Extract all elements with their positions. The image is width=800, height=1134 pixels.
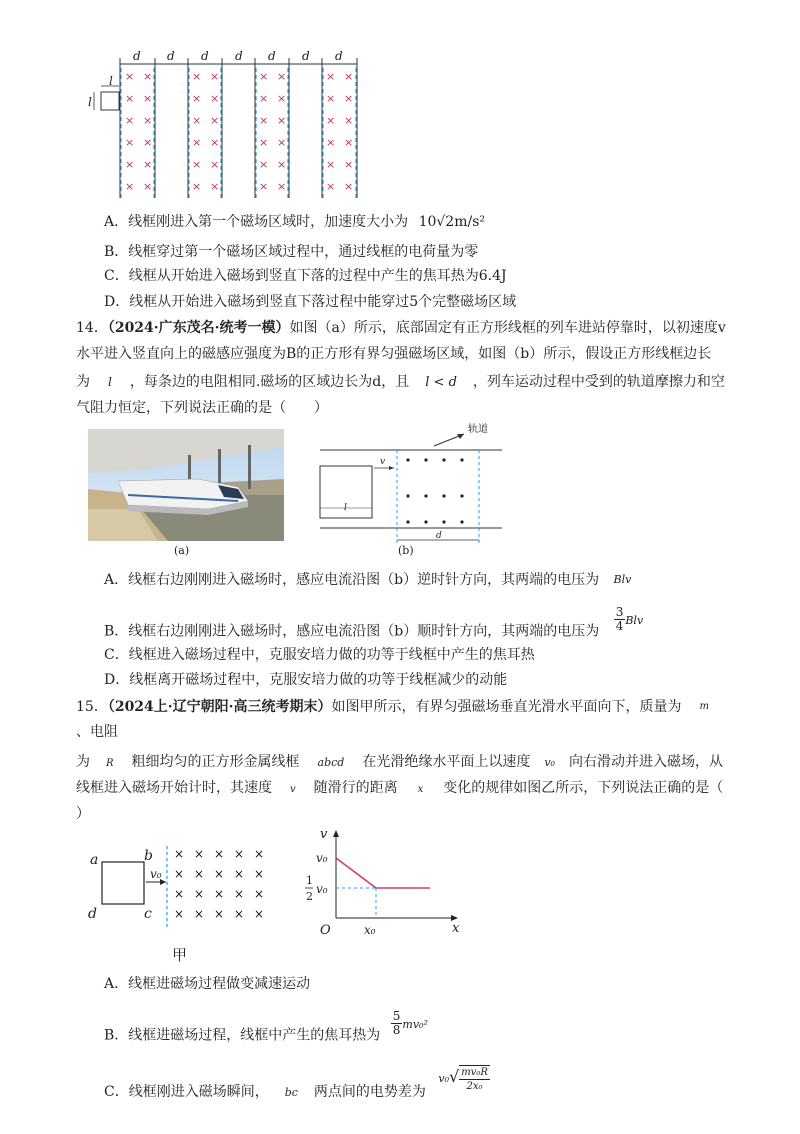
q15-stem-line4 xyxy=(76,804,90,824)
field-out-of-page-dot xyxy=(442,494,445,497)
field-into-page-cross: × xyxy=(254,907,265,921)
field-into-page-cross: × xyxy=(259,114,269,127)
field-out-of-page-dot xyxy=(424,494,427,497)
q15-stem-line2 xyxy=(76,752,723,774)
axis-x-label: x xyxy=(452,921,460,936)
stem-text: ） xyxy=(76,806,90,822)
corner-a: a xyxy=(90,852,99,868)
question-source: （2024·广东茂名·统考一模） xyxy=(107,320,290,336)
field-into-page-cross: × xyxy=(326,136,336,149)
stem-text: 变化的规律如图乙所示，下列说法正确的是（ xyxy=(443,780,724,796)
field-into-page-cross: × xyxy=(344,114,354,127)
q14-option-a[interactable] xyxy=(104,570,631,590)
field-into-page-cross: × xyxy=(174,847,185,861)
corner-d: d xyxy=(88,906,97,922)
field-into-page-cross: × xyxy=(344,158,354,171)
field-out-of-page-dot xyxy=(442,458,445,461)
q14-option-d[interactable] xyxy=(104,670,507,690)
voltage-expression: Blv xyxy=(625,613,644,627)
option-text: C．线框刚进入磁场瞬间， xyxy=(104,1084,269,1100)
field-into-page-cross: × xyxy=(259,180,269,193)
half-num: 1 xyxy=(306,874,313,887)
field-into-page-cross: × xyxy=(344,92,354,105)
fraction-three-quarters: $\frac{3}{4}$ xyxy=(615,605,624,633)
field-into-page-cross: × xyxy=(277,136,287,149)
stem-text: 随滑行的距离 xyxy=(313,780,398,796)
q14-option-b[interactable] xyxy=(104,605,644,645)
stem-text: 水平进入竖直向上的磁感应强度为B的正方形有界匀强磁场区域，如图（b）所示，假设正方形线框边长 xyxy=(76,346,712,362)
d-label: d xyxy=(167,49,175,63)
v-symbol: v xyxy=(290,784,296,795)
stem-text: 在光滑绝缘水平面上以速度 xyxy=(362,754,531,770)
field-into-page-cross: × xyxy=(326,92,336,105)
field-into-page-cross: × xyxy=(254,847,265,861)
field-into-page-cross: × xyxy=(194,907,205,921)
field-into-page-cross: × xyxy=(344,136,354,149)
question-number: 15． xyxy=(76,699,108,715)
corner-b: b xyxy=(144,848,153,864)
stem-text: 、电阻 xyxy=(76,724,118,740)
option-text: C．线框进入磁场过程中，克服安培力做的功等于线框中产生的焦耳热 xyxy=(104,647,535,663)
field-into-page-cross: × xyxy=(234,887,245,901)
heat-expression: mv₀² xyxy=(402,1017,428,1031)
train-station-photo xyxy=(88,429,284,541)
q13-option-a[interactable] xyxy=(104,212,485,232)
figure-a-caption: (a) xyxy=(174,544,190,557)
stem-text: 如图甲所示，有界匀强磁场垂直光滑水平面向下，质量为 xyxy=(331,699,682,715)
field-into-page-cross: × xyxy=(192,180,202,193)
abcd-symbol: abcd xyxy=(317,756,345,769)
field-into-page-cross: × xyxy=(174,907,185,921)
q14-figure-b xyxy=(316,420,506,560)
field-into-page-cross: × xyxy=(192,114,202,127)
field-out-of-page-dot xyxy=(460,494,463,497)
option-text: C．线框从开始进入磁场到竖直下落的过程中产生的焦耳热为6.4J xyxy=(104,268,507,284)
velocity-decrease-segment xyxy=(336,858,376,888)
q15-stem-line1b xyxy=(76,722,118,742)
option-text: A．线框刚进入第一个磁场区域时，加速度大小为 xyxy=(104,214,409,230)
field-into-page-cross: × xyxy=(125,92,135,105)
field-out-of-page-dot xyxy=(442,520,445,523)
d-label: d xyxy=(436,531,442,541)
stem-text: 为 xyxy=(76,754,90,770)
d-label: d xyxy=(268,49,276,63)
field-into-page-cross: × xyxy=(259,136,269,149)
q15-option-a[interactable] xyxy=(104,974,310,994)
mass-symbol: m xyxy=(699,701,710,712)
field-into-page-cross: × xyxy=(259,92,269,105)
field-out-of-page-dot xyxy=(406,494,409,497)
track-label: 轨道 xyxy=(468,424,488,435)
v0-symbol: v₀ xyxy=(544,756,555,769)
field-into-page-cross: × xyxy=(125,180,135,193)
figure-jia-caption: 甲 xyxy=(172,946,188,964)
stem-text: 向右滑动并进入磁场，从 xyxy=(568,754,723,770)
l-label: l xyxy=(109,74,113,88)
q13-option-d[interactable] xyxy=(104,292,516,312)
field-into-page-cross: × xyxy=(194,867,205,881)
option-text: D．线框从开始进入磁场到竖直下落过程中能穿过5个完整磁场区域 xyxy=(104,294,517,310)
d-label: d xyxy=(133,49,141,63)
field-into-page-cross: × xyxy=(194,847,205,861)
field-into-page-cross: × xyxy=(277,92,287,105)
field-out-of-page-dot xyxy=(460,458,463,461)
acceleration-value: 10√2m/s² xyxy=(418,214,485,230)
field-into-page-cross: × xyxy=(326,158,336,171)
option-text: A．线框右边刚刚进入磁场时，感应电流沿图（b）逆时针方向，其两端的电压为 xyxy=(104,572,600,588)
x-symbol: x xyxy=(417,784,424,795)
field-into-page-cross: × xyxy=(125,158,135,171)
field-into-page-cross: × xyxy=(277,70,287,83)
field-into-page-cross: × xyxy=(234,847,245,861)
field-into-page-cross: × xyxy=(143,114,153,127)
field-into-page-cross: × xyxy=(234,907,245,921)
potential-difference-expression: v₀√ mv₀R 2x₀ xyxy=(438,1067,488,1092)
figure-b-caption: (b) xyxy=(398,544,414,557)
field-into-page-cross: × xyxy=(174,887,185,901)
l-less-d-symbol: l < d xyxy=(425,375,457,390)
field-into-page-cross: × xyxy=(214,867,225,881)
field-out-of-page-dot xyxy=(406,520,409,523)
v0-label: v₀ xyxy=(150,867,162,881)
field-out-of-page-dot xyxy=(460,520,463,523)
d-label: d xyxy=(335,49,343,63)
q13-option-b[interactable] xyxy=(104,242,478,262)
half-v0: v₀ xyxy=(316,882,328,896)
field-into-page-cross: × xyxy=(277,114,287,127)
field-into-page-cross: × xyxy=(344,70,354,83)
field-into-page-cross: × xyxy=(326,114,336,127)
field-into-page-cross: × xyxy=(125,136,135,149)
option-text: B．线框进磁场过程，线框中产生的焦耳热为 xyxy=(104,1027,381,1044)
l-label: l xyxy=(88,95,92,109)
q15-figure-yi-velocity-graph xyxy=(300,826,470,971)
field-into-page-cross: × xyxy=(210,158,220,171)
q14-option-c[interactable] xyxy=(104,645,535,665)
option-text: B．线框右边刚刚进入磁场时，感应电流沿图（b）顺时针方向，其两端的电压为 xyxy=(104,623,600,640)
field-into-page-cross: × xyxy=(143,158,153,171)
field-into-page-cross: × xyxy=(210,70,220,83)
field-into-page-cross: × xyxy=(125,70,135,83)
axis-v-label: v xyxy=(320,827,328,842)
stem-text: 为 xyxy=(76,374,90,390)
tick-v0: v₀ xyxy=(316,851,328,865)
origin-label: O xyxy=(320,923,331,938)
q13-magnetic-field-strips-figure xyxy=(85,48,375,208)
stem-text: 线框进入磁场开始计时，其速度 xyxy=(76,780,272,796)
field-into-page-cross: × xyxy=(143,136,153,149)
q14-stem-line1 xyxy=(76,318,726,338)
field-out-of-page-dot xyxy=(424,458,427,461)
field-into-page-cross: × xyxy=(277,158,287,171)
question-number: 14． xyxy=(76,320,108,336)
field-into-page-cross: × xyxy=(254,867,265,881)
option-text: 两点间的电势差为 xyxy=(313,1084,426,1100)
q14-stem-line4 xyxy=(76,398,328,418)
bc-symbol: bc xyxy=(284,1086,298,1099)
option-text: A．线框进磁场过程做变减速运动 xyxy=(104,976,311,992)
field-into-page-cross: × xyxy=(194,887,205,901)
field-into-page-cross: × xyxy=(192,158,202,171)
resistance-symbol: R xyxy=(106,758,114,769)
d-label: d xyxy=(302,49,310,63)
field-into-page-cross: × xyxy=(143,180,153,193)
field-into-page-cross: × xyxy=(210,114,220,127)
corner-c: c xyxy=(144,906,152,922)
field-into-page-cross: × xyxy=(210,136,220,149)
field-into-page-cross: × xyxy=(143,92,153,105)
field-into-page-cross: × xyxy=(192,92,202,105)
stem-text: 粗细均匀的正方形金属线框 xyxy=(131,754,300,770)
half-den: 2 xyxy=(306,890,313,903)
q15-option-c[interactable] xyxy=(104,1067,490,1107)
q15-stem-line3 xyxy=(76,778,723,800)
field-into-page-cross: × xyxy=(344,180,354,193)
d-label: d xyxy=(235,49,243,63)
q14-stem-line3 xyxy=(76,372,725,393)
field-into-page-cross: × xyxy=(210,92,220,105)
field-into-page-cross: × xyxy=(143,70,153,83)
field-into-page-cross: × xyxy=(326,180,336,193)
stem-text: ，每条边的电阻相同.磁场的区域边长为d，且 xyxy=(129,374,410,390)
question-source: （2024上·辽宁朝阳·高三统考期末） xyxy=(107,699,332,715)
velocity-label: v xyxy=(380,457,386,467)
q14-stem-line2 xyxy=(76,344,711,364)
field-into-page-cross: × xyxy=(234,867,245,881)
option-text: B．线框穿过第一个磁场区域过程中，通过线框的电荷量为零 xyxy=(104,244,479,260)
l-label: l xyxy=(344,503,347,513)
q15-figure-jia xyxy=(86,838,286,968)
field-out-of-page-dot xyxy=(406,458,409,461)
q15-stem-line1 xyxy=(76,697,709,717)
q15-option-b[interactable] xyxy=(104,1009,428,1049)
field-into-page-cross: × xyxy=(326,70,336,83)
l-symbol: l xyxy=(108,375,112,389)
d-label: d xyxy=(201,49,209,63)
field-out-of-page-dot xyxy=(424,520,427,523)
field-into-page-cross: × xyxy=(254,887,265,901)
stem-text: ，列车运动过程中受到的轨道摩擦力和空 xyxy=(472,374,725,390)
field-into-page-cross: × xyxy=(192,70,202,83)
voltage-expression: Blv xyxy=(613,573,632,586)
tick-x0: x₀ xyxy=(364,923,376,937)
field-into-page-cross: × xyxy=(192,136,202,149)
fraction-five-eighths: $\frac{5}{8}$ xyxy=(392,1009,401,1037)
option-text: D．线框离开磁场过程中，克服安培力做的功等于线框减少的动能 xyxy=(104,672,508,688)
stem-text: 气阻力恒定，下列说法正确的是（ ） xyxy=(76,400,328,416)
field-into-page-cross: × xyxy=(214,907,225,921)
field-into-page-cross: × xyxy=(214,847,225,861)
q13-option-c[interactable] xyxy=(104,266,507,286)
field-into-page-cross: × xyxy=(174,867,185,881)
stem-text: 如图（a）所示，底部固定有正方形线框的列车进站停靠时，以初速度v xyxy=(289,320,726,336)
field-into-page-cross: × xyxy=(277,180,287,193)
field-into-page-cross: × xyxy=(259,70,269,83)
field-into-page-cross: × xyxy=(125,114,135,127)
field-into-page-cross: × xyxy=(259,158,269,171)
field-into-page-cross: × xyxy=(214,887,225,901)
field-into-page-cross: × xyxy=(210,180,220,193)
